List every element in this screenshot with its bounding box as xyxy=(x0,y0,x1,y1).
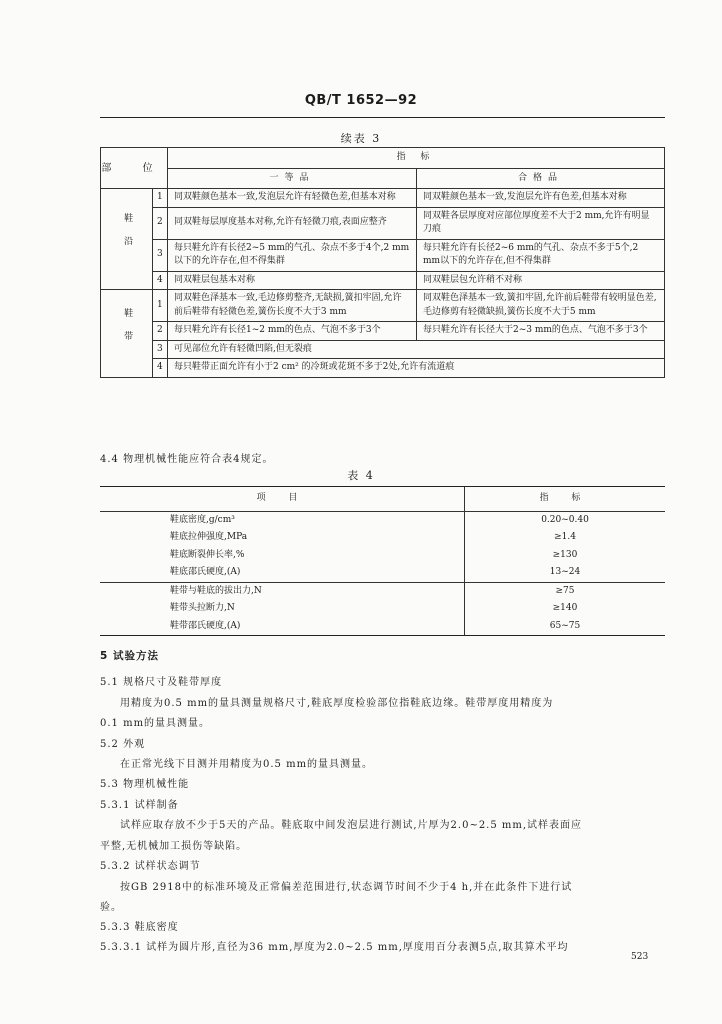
table-row xyxy=(101,290,665,322)
table3-part-sole-edge: 鞋沿 xyxy=(122,213,133,260)
cell-value: 65~75 xyxy=(465,618,666,636)
clause-5-2-heading: 5.2 外观 xyxy=(100,739,146,750)
cell-item: 鞋底断裂伸长率,% xyxy=(170,549,245,560)
row-number: 2 xyxy=(152,322,167,341)
cell-pass: 同双鞋层包允许稍不对称 xyxy=(417,271,665,290)
table-row xyxy=(100,529,665,547)
cell-first: 每只鞋允许有长径1~2 mm的色点、气泡不多于3个 xyxy=(168,322,417,341)
cell-first: 同双鞋每层厚度基本对称,允许有轻微刀痕,表面应整齐 xyxy=(168,207,417,239)
clause-5-3-1-heading: 5.3.1 试样制备 xyxy=(100,800,179,811)
cell-merged: 每只鞋带正面允许有小于2 cm² 的冷斑或花斑不多于2处,允许有流道痕 xyxy=(168,359,665,378)
cell-value: ≥1.4 xyxy=(465,529,666,547)
cell-item: 鞋底拉伸强度,MPa xyxy=(170,532,248,542)
cell-item: 鞋带邵氏硬度,(A) xyxy=(100,618,465,636)
paragraph-5-3-2-cont: 验。 xyxy=(100,902,122,913)
cell-first: 每只鞋允许有长径2~5 mm的气孔、杂点不多于4个,2 mm以下的允许存在,但不得集群 xyxy=(168,239,417,271)
table-row xyxy=(101,271,665,290)
cell-value: ≥130 xyxy=(465,547,666,565)
cell-value: ≥75 xyxy=(465,582,666,600)
clause-5-3-2-heading: 5.3.2 试样状态调节 xyxy=(100,861,201,872)
table4 xyxy=(100,486,665,636)
paragraph-5-3-1: 试样应取存放不少于5天的产品。鞋底取中间发泡层进行测试,片厚为2.0~2.5 mm,试样表面应 xyxy=(120,820,583,831)
table3-caption: 续表 3 xyxy=(340,132,382,145)
standard-code: QB/T 1652—92 xyxy=(304,93,418,108)
table3 xyxy=(100,147,665,378)
cell-value: 0.20~0.40 xyxy=(465,511,666,529)
row-number: 1 xyxy=(152,290,167,322)
table-row xyxy=(100,600,665,618)
table-row xyxy=(100,618,665,636)
cell-first: 同双鞋颜色基本一致,发泡层允许有轻微色差,但基本对称 xyxy=(168,189,417,208)
cell-item: 鞋底邵氏硬度,(A) xyxy=(170,567,241,577)
cell-merged: 可见部位允许有轻微凹陷,但无裂痕 xyxy=(168,340,665,359)
table3-col-first: 一等品 xyxy=(168,168,417,189)
row-number: 3 xyxy=(152,239,167,271)
table-row xyxy=(101,189,665,208)
paragraph-5-3-2: 按GB 2918中的标准环境及正常偏差范围进行,状态调节时间不少于4 h,并在此条件下进行试 xyxy=(120,882,573,893)
cell-first: 同双鞋层包基本对称 xyxy=(168,271,417,290)
table3-col-index: 指 标 xyxy=(168,148,665,169)
table-row xyxy=(100,582,665,600)
clause-5-3-3-1: 5.3.3.1 试样为圆片形,直径为36 mm,厚度为2.0~2.5 mm,厚度用百分表测5点,取其算术平均 xyxy=(100,942,569,953)
header-rule xyxy=(100,117,665,118)
cell-pass: 每只鞋允许有长径2~6 mm的气孔、杂点不多于5个,2 mm以下的允许存在,但不得集群 xyxy=(417,239,665,271)
table3-part-strap: 鞋带 xyxy=(122,307,133,354)
row-number: 3 xyxy=(152,340,167,359)
paragraph-5-2: 在正常光线下目测并用精度为0.5 mm的量具测量。 xyxy=(120,759,374,770)
table4-col-item: 项 目 xyxy=(100,487,465,512)
clause-5-3-3-heading: 5.3.3 鞋底密度 xyxy=(100,922,179,933)
clause-5-1-heading: 5.1 规格尺寸及鞋带厚度 xyxy=(100,677,223,688)
cell-pass: 同双鞋色泽基本一致,簧扣牢固,允许前后鞋带有较明显色差,毛边修剪有轻微缺损,簧伤长度不大于5 mm xyxy=(417,290,665,322)
cell-item: 鞋带与鞋底的拔出力,N xyxy=(100,582,465,600)
cell-value: 13~24 xyxy=(465,564,666,582)
cell-value: ≥140 xyxy=(465,600,666,618)
table4-caption: 表 4 xyxy=(347,469,375,482)
cell-pass: 同双鞋颜色基本一致,发泡层允许有色差,但基本对称 xyxy=(417,189,665,208)
table-row xyxy=(100,564,665,582)
table-row xyxy=(101,239,665,271)
cell-item: 鞋带头拉断力,N xyxy=(170,603,235,613)
table-row xyxy=(101,340,665,359)
table4-col-index: 指 标 xyxy=(465,487,666,512)
paragraph-5-1: 用精度为0.5 mm的量具测量规格尺寸,鞋底厚度检验部位指鞋底边缘。鞋带厚度用精度为 xyxy=(120,698,554,709)
table-row xyxy=(100,547,665,565)
row-number: 4 xyxy=(152,271,167,290)
row-number: 1 xyxy=(152,189,167,208)
table-row xyxy=(101,322,665,341)
paragraph-5-1-cont: 0.1 mm的量具测量。 xyxy=(100,718,211,729)
row-number: 2 xyxy=(152,207,167,239)
clause-5-3-heading: 5.3 物理机械性能 xyxy=(100,779,190,790)
table-row xyxy=(100,511,665,529)
section-5-heading: 5 试验方法 xyxy=(100,650,159,662)
cell-first: 同双鞋色泽基本一致,毛边修剪整齐,无缺损,簧扣牢固,允许前后鞋带有轻微色差,簧伤长度不大于3 mm xyxy=(168,290,417,322)
cell-item: 鞋底密度,g/cm³ xyxy=(170,514,235,525)
table3-col-pass: 合格品 xyxy=(417,168,665,189)
table-row xyxy=(101,207,665,239)
clause-4-4: 4.4 物理机械性能应符合表4规定。 xyxy=(100,454,274,465)
table3-col-part: 部 位 xyxy=(101,148,168,189)
page-number: 523 xyxy=(631,952,649,962)
paragraph-5-3-1-cont: 平整,无机械加工损伤等缺陷。 xyxy=(100,841,248,852)
cell-pass: 同双鞋各层厚度对应部位厚度差不大于2 mm,允许有明显刀痕 xyxy=(417,207,665,239)
row-number: 4 xyxy=(152,359,167,378)
cell-pass: 每只鞋允许有长径大于2~3 mm的色点、气泡不多于3个 xyxy=(417,322,665,341)
table-row xyxy=(101,359,665,378)
